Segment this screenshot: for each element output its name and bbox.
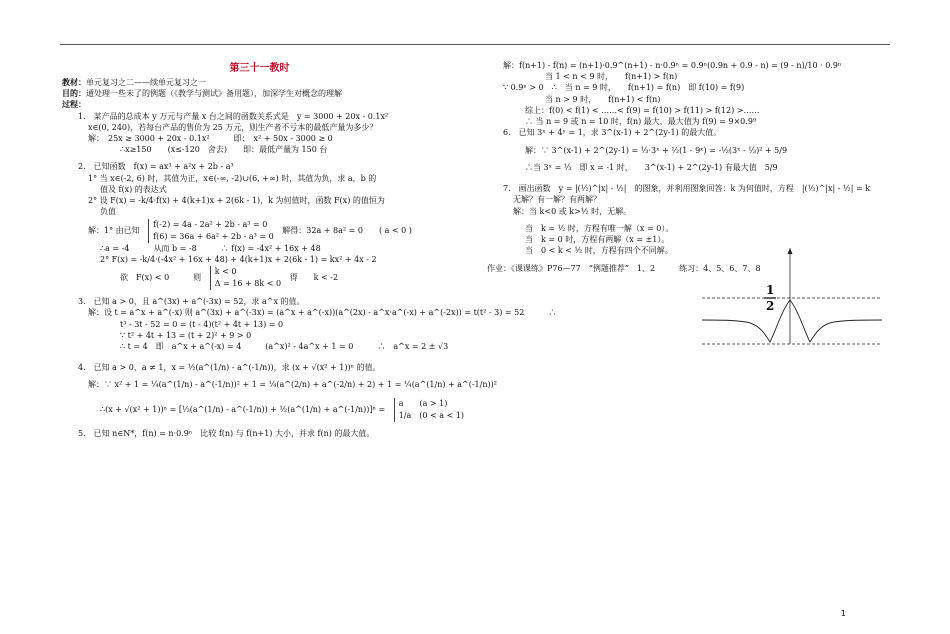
problem-7-question: 无解？有一解？有两解？ [513, 195, 601, 205]
problem-4-step1: 解：∵ x² + 1 = ¼(a^(1/n) - a^(-1/n))² + 1 = ¼(a^(2/n) + a^(-2/n) + 2) + 1 = ¼(a^(1/n) + a^(-1/n))² [88, 380, 497, 390]
problem-5-statement: 5. 已知 n∈N*，f(n) = n·0.9ⁿ 比较 f(n) 与 f(n+1) 大小，并求 f(n) 的最大值。 [78, 428, 375, 438]
material-label: 教材： [62, 77, 86, 87]
problem-1-statement: 1. 某产品的总成本 y 万元与产量 x 台之间的函数关系式是 y = 3000 + 20x - 0.1x² [78, 111, 389, 121]
goal-label: 目的： [62, 89, 86, 99]
y-axis-arrow [788, 248, 793, 254]
problem-1-domain: x∈(0, 240)，若每台产品的售价为 25 万元，则生产者不亏本的最低产量为多少？ [88, 122, 378, 132]
problem-2-solution-2: 2° F(x) = -k/4·(-4x² + 16x + 48) + 4(k+1)x + 2(6k - 1) = kx² + 4x - 2 [100, 254, 377, 264]
process-line [62, 100, 457, 110]
problem-3-step3: ∵ t² + 4t + 13 = (t + 2)² + 9 > 0 [120, 330, 252, 340]
top-rule [60, 44, 890, 45]
piece-2: 1/a (0 < a < 1) [398, 410, 465, 420]
material-line [62, 78, 457, 88]
goal-text: 通处理一些未了的例题（《教学与测试》备用题），加深学生对概念的理解 [86, 89, 342, 99]
problem-7-case-four: 当 0 < k < ½ 时，方程有四个不同解。 [525, 246, 673, 256]
page-number: 1 [840, 609, 846, 618]
condition-result: 得 k < -2 [289, 273, 339, 283]
problem-5-case3: 当 n > 9 时， f(n+1) < f(n) [545, 94, 661, 104]
problem-2-part1: 1° 当 x∈(-2, 6) 时，其值为正，x∈(-∞, -2)∪(6, +∞) 时，其值为负，求 a，b 的 [88, 173, 377, 183]
homework-line: 作业：《课课练》P76—77 “例题推荐” 1、2 练习：4、5、6、7、8 [487, 263, 761, 273]
problem-2-part1-cont: 值及 f(x) 的表达式 [100, 184, 167, 194]
condition-2: Δ = 16 + 8k < 0 [214, 279, 282, 289]
problem-4-statement: 4. 已知 a > 0，a ≠ 1，x = ½(a^(1/n) - a^(-1/n))，求 (x + √(x² + 1))ⁿ 的值。 [78, 363, 381, 373]
problem-5-case2: ∵ 0.9ⁿ > 0 ∴ 当 n = 9 时， f(n+1) = f(n) 即 f(10) = f(9) [503, 83, 745, 93]
material-text: 单元复习之二——续单元复习之一 [86, 77, 206, 87]
problem-3-step2: t³ - 3t - 52 = 0 = (t - 4)(t² + 4t + 13) = 0 [120, 319, 284, 329]
problem-7-case-two: 当 k = 0 时，方程有两解（x = ±1）。 [525, 235, 670, 245]
problem-1-solution: 解： 25x ≥ 3000 + 20x - 0.1x² 即： x² + 50x - 3000 ≥ 0 [88, 133, 333, 143]
problem-5-solution: 解：f(n+1) - f(n) = (n+1)·0.9^(n+1) - n·0.9ⁿ = 0.9ⁿ(0.9n + 0.9 - n) = (9 - n)/10 · 0.9ⁿ [503, 61, 842, 70]
problem-6-answer: ∴当 3ˣ = ⅓ 即 x = -1 时， 3^(x-1) + 2^(2y-1) 有最大值 5/9 [525, 162, 778, 172]
problem-3-step1: 解：设 t = a^x + a^(-x) 则 a^(3x) + a^(-3x) = (a^x + a^(-x))(a^(2x) - a^x·a^(-x) + a^(-2x)) = t(t² - 3) = 52 ∴ [88, 308, 557, 318]
problem-2-values: ∴a = -4 从而 b = -8 ∴ f(x) = -4x² + 16x + 48 [100, 243, 321, 253]
condition-lead: 欲 F(x) < 0 则 [120, 273, 202, 283]
problem-2-solution-1 [62, 219, 457, 243]
problem-2-statement: 2. 已知函数 f(x) = ax³ + a²x + 2b - a³ [78, 162, 234, 172]
solution-lead: 解：1° 由已知 [88, 225, 140, 235]
problem-7-case-one: 当 k = ½ 时，方程有唯一解（x = 0）。 [525, 223, 674, 233]
problem-6-statement: 6. 已知 3ˣ + 4ʸ = 1，求 3^(x-1) + 2^(2y-1) 的最大值。 [503, 128, 722, 138]
problem-3-step4: ∴ t = 4 即 a^x + a^(-x) = 4 (a^x)² - 4a^x + 1 = 0 ∴ a^x = 2 ± √3 [120, 342, 449, 352]
label-numerator: 1 [766, 283, 775, 297]
curve [702, 300, 882, 342]
piecewise-result [394, 398, 464, 422]
equation-2: f(6) = 36a + 6a² + 2b - a³ = 0 [153, 231, 274, 241]
problem-2-condition [62, 266, 457, 290]
right-column [487, 60, 882, 275]
equation-system [148, 219, 274, 243]
problem-4-step2 [62, 398, 465, 422]
label-denominator: 2 [766, 299, 775, 313]
page-title: 第三十一教时 [229, 63, 290, 74]
solution-result: 解得：32a + 8a² = 0 ( a < 0 ) [282, 225, 412, 235]
function-graph [702, 248, 882, 348]
problem-3-statement: 3. 已知 a > 0，且 a^(3x) + a^(-3x) = 52，求 a^x 的值。 [78, 297, 305, 307]
process-label: 过程： [62, 100, 86, 110]
problem-5-summary: 综上：f(0) < f(1) < ……< f(9) = f(10) > f(11) > f(12) >…… [525, 105, 760, 115]
condition-system [210, 266, 281, 290]
step2-expression: ∴(x + √(x² + 1))ⁿ = [½(a^(1/n) - a^(-1/n)) + ½(a^(1/n) + a^(-1/n))]ⁿ = [100, 404, 386, 414]
problem-1-answer: ∴x≥150 (x≤-120 舍去) 即：最低产量为 150 台 [120, 145, 328, 155]
equation-1: f(-2) = 4a - 2a² + 2b - a³ = 0 [153, 219, 268, 229]
problem-7-case-none: 解：当 k<0 或 k>½ 时，无解。 [513, 206, 632, 216]
condition-1: k < 0 [214, 267, 237, 277]
problem-2-part2: 2° 设 F(x) = -k/4·f(x) + 4(k+1)x + 2(6k - 1)，k 为何值时，函数 F(x) 的值恒为 [88, 196, 385, 206]
goal-line [62, 89, 457, 99]
problem-2-part2-cont: 负值 [100, 207, 116, 217]
piece-1: a (a > 1) [398, 398, 448, 408]
problem-7-statement: 7. 画出函数 y = |(½)^|x| - ½| 的图象，并利用图象回答：k 为何值时，方程 |(½)^|x| - ½| = k [503, 184, 871, 194]
problem-6-solution: 解：∵ 3^(x-1) + 2^(2y-1) = ⅓·3ˣ + ½(1 - 9ˣ) = -½(3ˣ - ⅓)² + 5/9 [525, 145, 788, 155]
problem-5-case1: 当 1 < n < 9 时， f(n+1) > f(n) [545, 72, 678, 82]
problem-5-answer: ∴ 当 n = 9 或 n = 10 时，f(n) 最大，最大值为 f(9) = 9×0.9⁹ [525, 117, 757, 127]
